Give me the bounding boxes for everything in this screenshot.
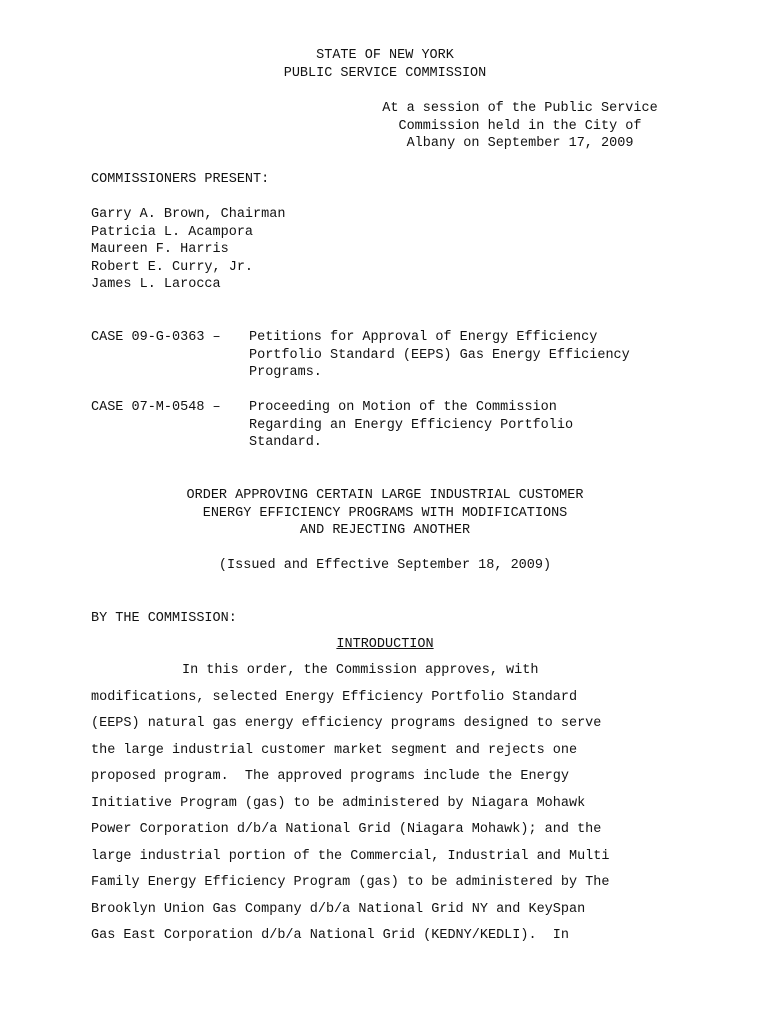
session-line-3: Albany on September 17, 2009: [406, 136, 634, 151]
case-description-line: Regarding an Energy Efficiency Portfolio: [249, 417, 574, 433]
case-description-line: Petitions for Approval of Energy Efficiency: [249, 330, 598, 345]
commissioner-name: James L. Larocca: [91, 277, 221, 292]
body-line: Initiative Program (gas) to be administered by Niagara Mohawk: [91, 795, 586, 811]
body-line: Power Corporation d/b/a National Grid (Niagara Mohawk); and the: [91, 822, 602, 837]
commissioner-name: Robert E. Curry, Jr.: [91, 259, 254, 275]
case-description-line: Proceeding on Motion of the Commission: [249, 400, 557, 415]
order-title-line: ORDER APPROVING CERTAIN LARGE INDUSTRIAL CUSTOMER: [186, 488, 584, 503]
commissioner-name: Maureen F. Harris: [91, 242, 229, 257]
case-description-line: Programs.: [249, 365, 322, 380]
session-line-1: At a session of the Public Service: [382, 101, 658, 116]
commissioners-heading: COMMISSIONERS PRESENT:: [91, 172, 270, 187]
body-line: the large industrial customer market segment and rejects one: [91, 742, 578, 758]
case-number: CASE 07-M-0548 –: [91, 400, 221, 415]
commission-heading: PUBLIC SERVICE COMMISSION: [283, 66, 487, 81]
body-line: Family Energy Efficiency Program (gas) to be administered by The: [91, 875, 610, 890]
commissioner-name: Garry A. Brown, Chairman: [91, 207, 286, 222]
body-line: In this order, the Commission approves, with: [182, 663, 539, 678]
case-description-line: Standard.: [249, 435, 322, 450]
body-line: large industrial portion of the Commercial, Industrial and Multi: [91, 848, 610, 864]
case-description-line: Portfolio Standard (EEPS) Gas Energy Efficiency: [249, 347, 630, 363]
issued-date: (Issued and Effective September 18, 2009): [218, 558, 552, 573]
order-title-line: ENERGY EFFICIENCY PROGRAMS WITH MODIFICATIONS: [202, 505, 568, 521]
body-line: Brooklyn Union Gas Company d/b/a National Grid NY and KeySpan: [91, 901, 586, 917]
session-line-2: Commission held in the City of: [398, 118, 642, 134]
body-line: proposed program. The approved programs include the Energy: [91, 769, 569, 784]
order-title-line: AND REJECTING ANOTHER: [299, 523, 471, 538]
section-heading: INTRODUCTION: [336, 637, 434, 652]
case-number: CASE 09-G-0363 –: [91, 330, 221, 345]
state-heading: STATE OF NEW YORK: [316, 48, 454, 63]
body-line: modifications, selected Energy Efficiency Portfolio Standard: [91, 689, 578, 705]
by-commission-heading: BY THE COMMISSION:: [91, 611, 237, 626]
commissioner-name: Patricia L. Acampora: [91, 224, 254, 240]
body-line: (EEPS) natural gas energy efficiency programs designed to serve: [91, 716, 602, 731]
body-line: Gas East Corporation d/b/a National Grid (KEDNY/KEDLI). In: [91, 928, 569, 943]
